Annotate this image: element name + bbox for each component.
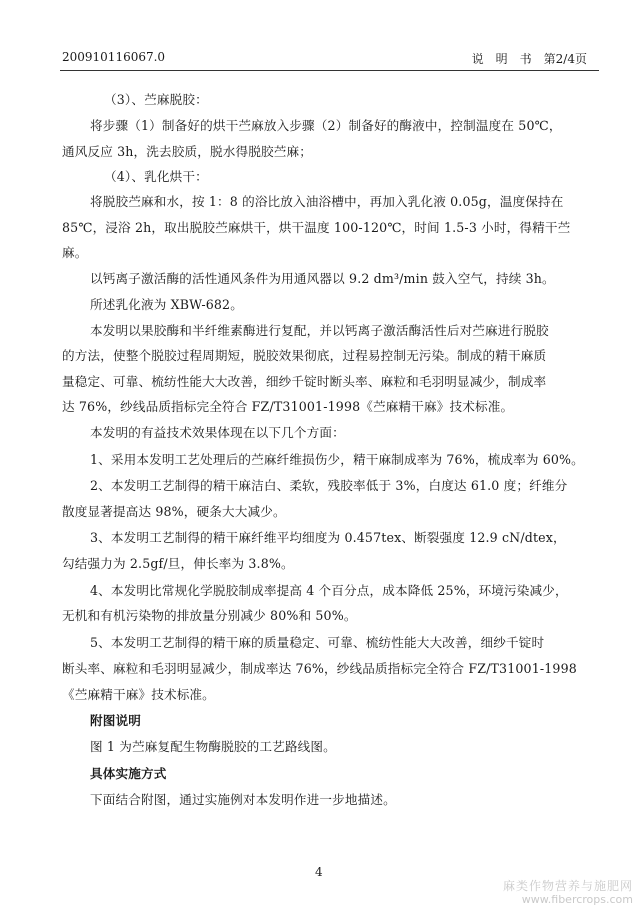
header-section-page: 说 明 书 第2/4页 bbox=[471, 52, 587, 66]
paragraph-line: 无机和有机污染物的排放量分别减少 80%和 50%。 bbox=[62, 608, 357, 623]
paragraph-line: 断头率、麻粒和毛羽明显减少，制成率达 76%，纱线品质指标完全符合 FZ/T31001-1998 bbox=[62, 661, 577, 676]
list-item: 1、采用本发明工艺处理后的苎麻纤维损伤少，精干麻制成率为 76%，梳成率为 60%。 bbox=[90, 452, 584, 467]
paragraph-line: 图 1 为苎麻复配生物酶脱胶的工艺路线图。 bbox=[90, 739, 336, 754]
paragraph-line: 所述乳化液为 XBW-682。 bbox=[90, 297, 243, 312]
paragraph-line: 下面结合附图，通过实施例对本发明作进一步地描述。 bbox=[90, 792, 396, 807]
paragraph-line: 麻。 bbox=[62, 245, 88, 260]
watermark-url: www.fibercrops.com bbox=[521, 893, 633, 906]
paragraph-line: 《苎麻精干麻》技术标准。 bbox=[62, 687, 215, 702]
paragraph-line: 通风反应 3h，洗去胶质，脱水得脱胶苎麻； bbox=[62, 144, 312, 159]
paragraph-line: 以钙离子激活酶的活性通风条件为用通风器以 9.2 dm³/min 鼓入空气，持续 3h。 bbox=[90, 271, 555, 286]
paragraph-line: 勾结强力为 2.5gf/旦，伸长率为 3.8%。 bbox=[62, 556, 294, 571]
list-item: 5、本发明工艺制得的精干麻的质量稳定、可靠、梳纺性能大大改善，细纱千锭时 bbox=[90, 635, 545, 650]
watermark-site-name: 麻类作物营养与施肥网 bbox=[502, 879, 633, 893]
paragraph-line: 本发明以果胶酶和半纤维素酶进行复配，并以钙离子激活酶活性后对苎麻进行脱胶 bbox=[90, 323, 549, 338]
paragraph-line: 将脱胶苎麻和水，按 1：8 的浴比放入油浴槽中，再加入乳化液 0.05g，温度保持在 bbox=[90, 194, 564, 209]
list-item: 2、本发明工艺制得的精干麻洁白、柔软，残胶率低于 3%，白度达 61.0 度；纤维分 bbox=[90, 478, 568, 493]
paragraph-line: 散度显著提高达 98%，硬条大大减少。 bbox=[62, 504, 286, 519]
paragraph-line: 85℃，浸浴 2h，取出脱胶苎麻烘干，烘干温度 100-120℃，时间 1.5-3 小时，得精干苎 bbox=[62, 220, 571, 235]
step4-heading: （4）、乳化烘干： bbox=[104, 169, 208, 184]
paragraph-line: 将步骤（1）制备好的烘干苎麻放入步骤（2）制备好的酶液中，控制温度在 50℃， bbox=[90, 118, 562, 133]
section-heading: 附图说明 bbox=[90, 713, 141, 728]
list-item: 4、本发明比常规化学脱胶制成率提高 4 个百分点，成本降低 25%，环境污染减少， bbox=[90, 583, 568, 598]
paragraph-line: 本发明的有益技术效果体现在以下几个方面： bbox=[90, 425, 345, 440]
doc-number: 200910116067.0 bbox=[62, 50, 166, 64]
page-number: 4 bbox=[315, 865, 323, 879]
paragraph-line: 的方法，使整个脱胶过程周期短，脱胶效果彻底，过程易控制无污染。制成的精干麻质 bbox=[62, 348, 547, 363]
section-heading: 具体实施方式 bbox=[90, 766, 167, 781]
step3-heading: （3）、苎麻脱胶： bbox=[104, 92, 208, 107]
watermark bbox=[503, 880, 633, 906]
list-item: 3、本发明工艺制得的精干麻纤维平均细度为 0.457tex、断裂强度 12.9 cN/dtex， bbox=[90, 530, 566, 545]
header-rule bbox=[60, 70, 599, 71]
paragraph-line: 达 76%，纱线品质指标完全符合 FZ/T31001-1998《苎麻精干麻》技术标准。 bbox=[62, 399, 514, 414]
paragraph-line: 量稳定、可靠、梳纺性能大大改善，细纱千锭时断头率、麻粒和毛羽明显减少，制成率 bbox=[62, 374, 547, 389]
